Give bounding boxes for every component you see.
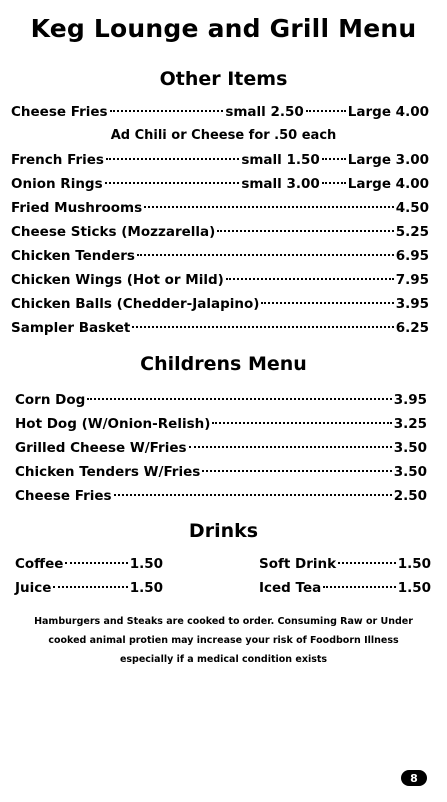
menu-item [15,464,427,480]
menu-item [11,248,429,264]
menu-item [15,440,427,456]
leader-dots [110,110,224,112]
item-price-small: small 2.50 [225,104,304,120]
item-name: Chicken Tenders [11,248,135,264]
drink-item [259,580,431,596]
section-heading-childrens-menu: Childrens Menu [140,353,307,375]
leader-dots [189,446,392,448]
menu-item [11,224,429,240]
menu-item [15,392,427,408]
item-price-large: Large 3.00 [347,152,429,168]
leader-dots [217,230,393,232]
item-name: Cheese Fries [15,488,112,504]
item-name: Iced Tea [259,580,322,596]
item-name: Chicken Balls (Chedder-Jalapino) [11,296,260,312]
disclaimer-line: Hamburgers and Steaks are cooked to order. Consuming Raw or Under [34,616,413,627]
item-name: Chicken Wings (Hot or Mild) [11,272,224,288]
leader-dots [338,562,396,564]
item-price: 5.25 [395,224,429,240]
item-name: Sampler Basket [11,320,131,336]
menu-item [11,320,429,336]
leader-dots [132,326,393,328]
leader-dots [144,206,394,208]
menu-title: Keg Lounge and Grill Menu [30,14,417,43]
item-price-large: Large 4.00 [347,104,429,120]
item-name: Cheese Fries [11,104,108,120]
item-price: 4.50 [395,200,429,216]
leader-dots [105,182,240,184]
item-name: Grilled Cheese W/Fries [15,440,187,456]
leader-dots [114,494,392,496]
item-name: Hot Dog (W/Onion-Relish) [15,416,211,432]
leader-dots [65,562,127,564]
item-name: Onion Rings [11,176,103,192]
item-price: 3.50 [393,464,427,480]
item-name: Cheese Sticks (Mozzarella) [11,224,216,240]
leader-dots [226,278,394,280]
menu-item-cheese-fries [11,104,429,120]
item-price: 7.95 [395,272,429,288]
item-price-small: small 3.00 [241,176,320,192]
leader-dots [53,586,127,588]
item-price: 6.25 [395,320,429,336]
item-price: 1.50 [129,580,163,596]
food-safety-disclaimer [20,612,427,669]
leader-dots [106,158,239,160]
section-heading-drinks: Drinks [188,520,259,542]
item-price-large: Large 4.00 [347,176,429,192]
menu-item-onion-rings [11,176,429,192]
item-name: Soft Drink [259,556,337,572]
item-name: Juice [15,580,52,596]
item-price: 3.50 [393,440,427,456]
menu-item [15,488,427,504]
section-heading-other-items: Other Items [159,68,288,90]
drink-item [15,580,163,596]
leader-dots [322,182,346,184]
disclaimer-line: cooked animal protien may increase your risk of Foodborn Illness [48,635,399,646]
item-price: 3.25 [393,416,427,432]
item-name: Corn Dog [15,392,86,408]
item-price: 3.95 [393,392,427,408]
item-name: Chicken Tenders W/Fries [15,464,201,480]
item-price: 1.50 [129,556,163,572]
add-on-note: Ad Chili or Cheese for .50 each [110,128,337,143]
item-price: 6.95 [395,248,429,264]
menu-item [11,272,429,288]
leader-dots [87,398,391,400]
item-price: 2.50 [393,488,427,504]
leader-dots [306,110,346,112]
item-price: 3.95 [395,296,429,312]
item-price-small: small 1.50 [241,152,320,168]
item-price: 1.50 [397,580,431,596]
leader-dots [137,254,394,256]
menu-item [11,200,429,216]
drink-item [259,556,431,572]
menu-item [15,416,427,432]
drink-item [15,556,163,572]
item-price: 1.50 [397,556,431,572]
disclaimer-line: especially if a medical condition exists [119,654,328,665]
item-name: Coffee [15,556,64,572]
menu-item-french-fries [11,152,429,168]
leader-dots [212,422,391,424]
leader-dots [322,158,346,160]
item-name: Fried Mushrooms [11,200,143,216]
leader-dots [202,470,391,472]
leader-dots [323,586,395,588]
menu-item [11,296,429,312]
item-name: French Fries [11,152,104,168]
leader-dots [261,302,393,304]
page-number: 8 [401,770,427,786]
